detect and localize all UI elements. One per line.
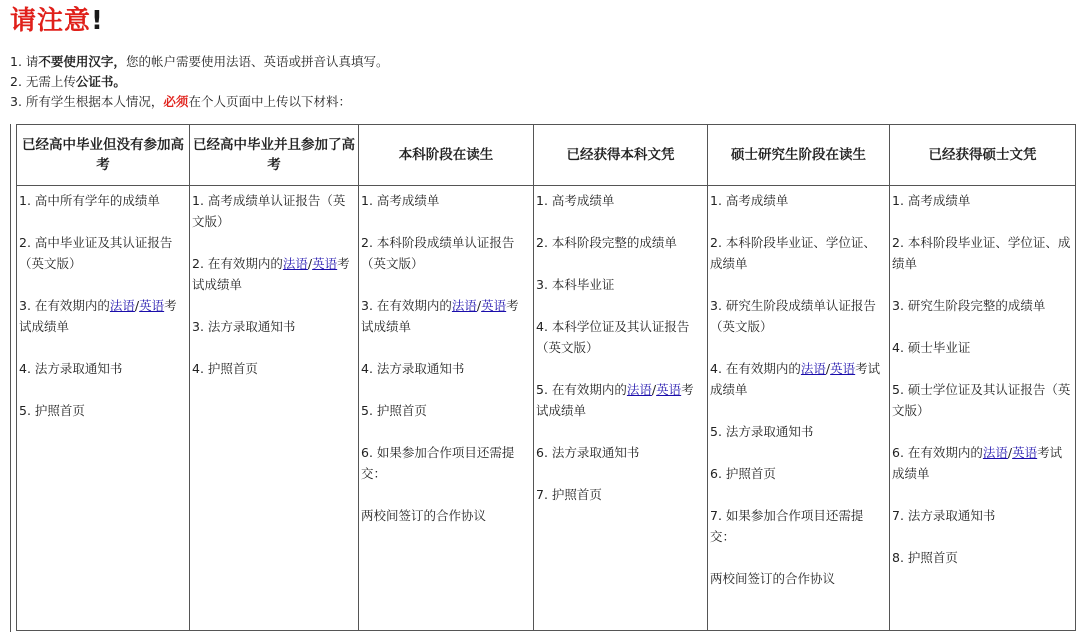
list-item: 1. 高考成绩单 bbox=[710, 193, 789, 208]
requirement-list bbox=[359, 190, 533, 526]
list-item: 2. 本科阶段成绩单认证报告（英文版） bbox=[361, 235, 515, 271]
list-item: 3. 研究生阶段完整的成绩单 bbox=[892, 298, 1046, 313]
list-item: 2. 本科阶段毕业证、学位证、成绩单 bbox=[710, 235, 876, 271]
list-item bbox=[190, 253, 358, 295]
list-item bbox=[17, 295, 189, 337]
table-header-row bbox=[17, 125, 1076, 186]
french-link[interactable]: 法语 bbox=[282, 256, 308, 271]
note-2-prefix: 无需上传 bbox=[25, 74, 76, 89]
note-1-number: 1. bbox=[10, 54, 26, 69]
list-item: 5. 法方录取通知书 bbox=[710, 424, 814, 439]
note-3-emphasis: 必须 bbox=[163, 94, 189, 109]
requirement-list bbox=[708, 190, 889, 589]
list-item bbox=[534, 379, 707, 421]
item-text: 考试成绩单 bbox=[361, 298, 519, 334]
item-text: 考试成绩单 bbox=[192, 256, 350, 292]
link-separator: / bbox=[134, 298, 140, 313]
english-link[interactable]: 英语 bbox=[830, 361, 856, 376]
table-cell bbox=[359, 186, 534, 631]
column-header: 硕士研究生阶段在读生 bbox=[708, 125, 890, 186]
list-item: 5. 护照首页 bbox=[19, 403, 85, 418]
note-3-number: 3. bbox=[10, 94, 26, 109]
note-1-text: 您的帐户需要使用法语、英语或拼音认真填写。 bbox=[125, 54, 389, 69]
list-item: 两校间签订的合作协议 bbox=[710, 571, 836, 586]
french-link[interactable]: 法语 bbox=[626, 382, 652, 397]
note-1 bbox=[10, 52, 388, 72]
column-header: 本科阶段在读生 bbox=[359, 125, 534, 186]
list-item: 1. 高考成绩单 bbox=[361, 193, 440, 208]
list-item: 1. 高中所有学年的成绩单 bbox=[19, 193, 160, 208]
cell-content bbox=[708, 186, 889, 589]
link-separator: / bbox=[307, 256, 313, 271]
english-link[interactable]: 英语 bbox=[481, 298, 507, 313]
list-item bbox=[708, 358, 889, 400]
table-cell bbox=[708, 186, 890, 631]
list-item: 4. 本科学位证及其认证报告（英文版） bbox=[536, 319, 690, 355]
notes-list bbox=[10, 52, 388, 112]
column-header: 已经获得硕士文凭 bbox=[890, 125, 1076, 186]
english-link[interactable]: 英语 bbox=[1012, 445, 1038, 460]
list-item: 6. 法方录取通知书 bbox=[536, 445, 640, 460]
list-item: 6. 如果参加合作项目还需提交： bbox=[361, 445, 515, 481]
link-separator: / bbox=[825, 361, 831, 376]
column-header: 已经高中毕业并且参加了高考 bbox=[190, 125, 359, 186]
note-3-prefix: 所有学生根据本人情况， bbox=[25, 94, 164, 109]
list-item: 1. 高考成绩单 bbox=[892, 193, 971, 208]
item-text: 3. 在有效期内的 bbox=[361, 298, 452, 313]
link-separator: / bbox=[476, 298, 482, 313]
item-text: 2. 在有效期内的 bbox=[192, 256, 283, 271]
list-item: 4. 法方录取通知书 bbox=[19, 361, 123, 376]
list-item: 1. 高考成绩单 bbox=[536, 193, 615, 208]
list-item: 7. 护照首页 bbox=[536, 487, 602, 502]
note-3 bbox=[10, 92, 388, 112]
list-item: 4. 法方录取通知书 bbox=[361, 361, 465, 376]
requirement-list bbox=[890, 190, 1075, 568]
list-item: 8. 护照首页 bbox=[892, 550, 958, 565]
item-text: 6. 在有效期内的 bbox=[892, 445, 983, 460]
list-item: 4. 硕士毕业证 bbox=[892, 340, 971, 355]
english-link[interactable]: 英语 bbox=[312, 256, 338, 271]
requirements-table bbox=[16, 124, 1076, 631]
page-title-text: 请注意 bbox=[10, 6, 92, 36]
list-item: 7. 如果参加合作项目还需提交： bbox=[710, 508, 864, 544]
note-2-bold: 公证书。 bbox=[75, 74, 126, 89]
list-item: 5. 护照首页 bbox=[361, 403, 427, 418]
list-item: 6. 护照首页 bbox=[710, 466, 776, 481]
list-item: 3. 法方录取通知书 bbox=[192, 319, 296, 334]
english-link[interactable]: 英语 bbox=[656, 382, 682, 397]
requirements-table-frame bbox=[10, 124, 1075, 632]
page-title bbox=[10, 4, 104, 38]
list-item: 2. 高中毕业证及其认证报告（英文版） bbox=[19, 235, 173, 271]
page-title-bang: ! bbox=[91, 6, 104, 36]
cell-content bbox=[890, 186, 1075, 568]
cell-content bbox=[17, 186, 189, 421]
list-item: 2. 本科阶段完整的成绩单 bbox=[536, 235, 677, 250]
table-row bbox=[17, 186, 1076, 631]
list-item: 7. 法方录取通知书 bbox=[892, 508, 996, 523]
list-item: 3. 研究生阶段成绩单认证报告（英文版） bbox=[710, 298, 876, 334]
table-cell bbox=[890, 186, 1076, 631]
list-item: 两校间签订的合作协议 bbox=[361, 508, 487, 523]
cell-content bbox=[359, 186, 533, 526]
item-text: 考试成绩单 bbox=[710, 361, 881, 397]
table-cell bbox=[17, 186, 190, 631]
list-item bbox=[359, 295, 533, 337]
english-link[interactable]: 英语 bbox=[139, 298, 165, 313]
list-item: 4. 护照首页 bbox=[192, 361, 258, 376]
cell-content bbox=[534, 186, 707, 505]
item-text: 考试成绩单 bbox=[536, 382, 694, 418]
list-item: 2. 本科阶段毕业证、学位证、成绩单 bbox=[892, 235, 1071, 271]
cell-content bbox=[190, 186, 358, 379]
list-item bbox=[890, 442, 1075, 484]
table-cell bbox=[534, 186, 708, 631]
note-2-number: 2. bbox=[10, 74, 26, 89]
french-link[interactable]: 法语 bbox=[451, 298, 477, 313]
requirement-list bbox=[17, 190, 189, 421]
list-item: 5. 硕士学位证及其认证报告（英文版） bbox=[892, 382, 1071, 418]
item-text: 考试成绩单 bbox=[19, 298, 177, 334]
link-separator: / bbox=[1007, 445, 1013, 460]
column-header: 已经获得本科文凭 bbox=[534, 125, 708, 186]
column-header: 已经高中毕业但没有参加高考 bbox=[17, 125, 190, 186]
french-link[interactable]: 法语 bbox=[982, 445, 1008, 460]
french-link[interactable]: 法语 bbox=[800, 361, 826, 376]
table-cell bbox=[190, 186, 359, 631]
note-1-bold: 不要使用汉字， bbox=[38, 54, 126, 69]
note-3-text: 在个人页面中上传以下材料： bbox=[188, 94, 351, 109]
link-separator: / bbox=[651, 382, 657, 397]
french-link[interactable]: 法语 bbox=[109, 298, 135, 313]
requirement-list bbox=[190, 190, 358, 379]
item-text: 考试成绩单 bbox=[892, 445, 1063, 481]
note-1-prefix: 请 bbox=[25, 54, 39, 69]
list-item: 3. 本科毕业证 bbox=[536, 277, 615, 292]
item-text: 5. 在有效期内的 bbox=[536, 382, 627, 397]
item-text: 3. 在有效期内的 bbox=[19, 298, 110, 313]
item-text: 4. 在有效期内的 bbox=[710, 361, 801, 376]
requirement-list bbox=[534, 190, 707, 505]
list-item: 1. 高考成绩单认证报告（英文版） bbox=[192, 193, 346, 229]
note-2 bbox=[10, 72, 388, 92]
